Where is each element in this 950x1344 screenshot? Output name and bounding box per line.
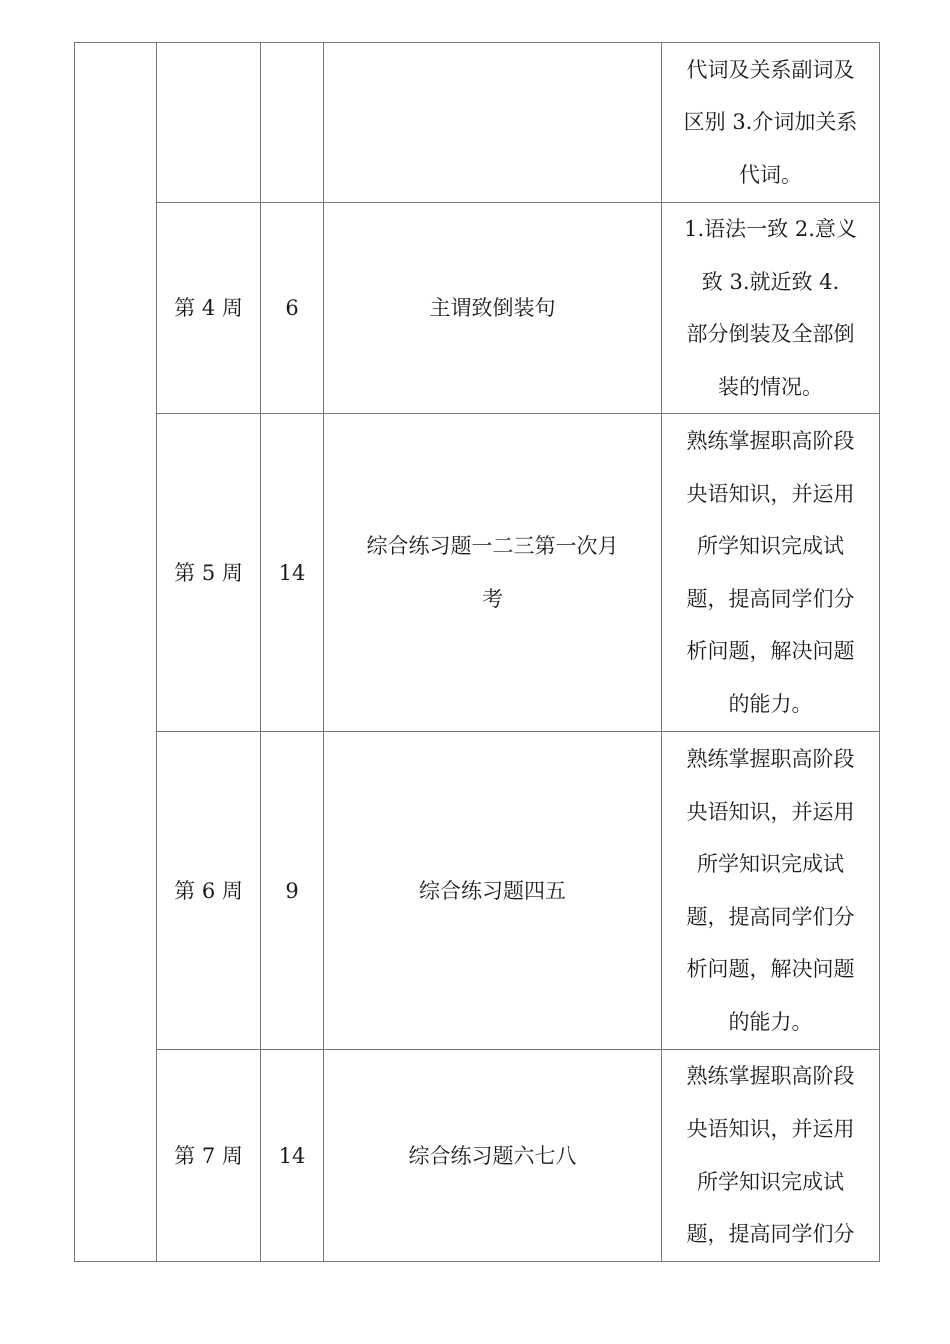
goal-line: 所学知识完成试	[697, 534, 844, 559]
content-line: 考	[482, 586, 503, 611]
table-row	[75, 414, 880, 732]
content-line: 综合练习题一二三第一次月	[366, 534, 619, 559]
teaching-plan-table	[74, 42, 880, 1262]
goal-line: 熟练掌握职高阶段	[686, 747, 855, 772]
goal-cell	[662, 43, 880, 203]
goal-cell	[662, 203, 880, 414]
week-cell: 第 4 周	[157, 203, 261, 414]
goal-cell	[662, 1050, 880, 1262]
content-cell	[324, 43, 662, 203]
goal-line: 析问题，解决问题	[686, 639, 855, 664]
goal-line: 题，提高同学们分	[686, 904, 855, 929]
goal-line: 央语知识，并运用	[686, 481, 855, 506]
goal-line: 题，提高同学们分	[686, 586, 855, 611]
goal-line: 熟练掌握职高阶段	[686, 1064, 855, 1089]
goal-line: 所学知识完成试	[697, 852, 844, 877]
goal-line: 1.语法一致 2.意义	[684, 217, 857, 241]
goal-cell	[662, 414, 880, 732]
goal-line: 析问题，解决问题	[686, 957, 855, 982]
goal-line: 的能力。	[728, 1010, 813, 1035]
goal-line: 装的情况。	[718, 374, 823, 399]
goal-line: 代词。	[739, 162, 802, 187]
goal-cell	[662, 732, 880, 1050]
table-row	[75, 732, 880, 1050]
goal-line: 题，提高同学们分	[686, 1222, 855, 1247]
hours-cell: 9	[261, 732, 324, 1050]
content-cell	[324, 414, 662, 732]
goal-line: 所学知识完成试	[697, 1169, 844, 1194]
hours-cell	[261, 43, 324, 203]
goal-line: 代词及关系副词及	[686, 57, 855, 82]
table-row	[75, 203, 880, 414]
goal-line: 的能力。	[728, 692, 813, 717]
goal-line: 央语知识，并运用	[686, 799, 855, 824]
week-cell	[157, 43, 261, 203]
goal-line: 央语知识，并运用	[686, 1116, 855, 1141]
hours-cell: 14	[261, 1050, 324, 1262]
goal-line: 熟练掌握职高阶段	[686, 429, 855, 454]
goal-line: 区别 3.介词加关系	[683, 110, 858, 135]
table-row	[75, 1050, 880, 1262]
goal-line: 部分倒装及全部倒	[686, 322, 855, 347]
week-cell: 第 6 周	[157, 732, 261, 1050]
week-cell: 第 7 周	[157, 1050, 261, 1262]
content-cell: 主谓致倒装句	[324, 203, 662, 414]
content-cell: 综合练习题四五	[324, 732, 662, 1050]
table-row	[75, 43, 880, 203]
goal-line: 致 3.就近致 4.	[701, 269, 840, 294]
hours-cell: 6	[261, 203, 324, 414]
content-cell: 综合练习题六七八	[324, 1050, 662, 1262]
hours-cell: 14	[261, 414, 324, 732]
week-cell: 第 5 周	[157, 414, 261, 732]
merged-left-cell	[75, 43, 157, 1262]
